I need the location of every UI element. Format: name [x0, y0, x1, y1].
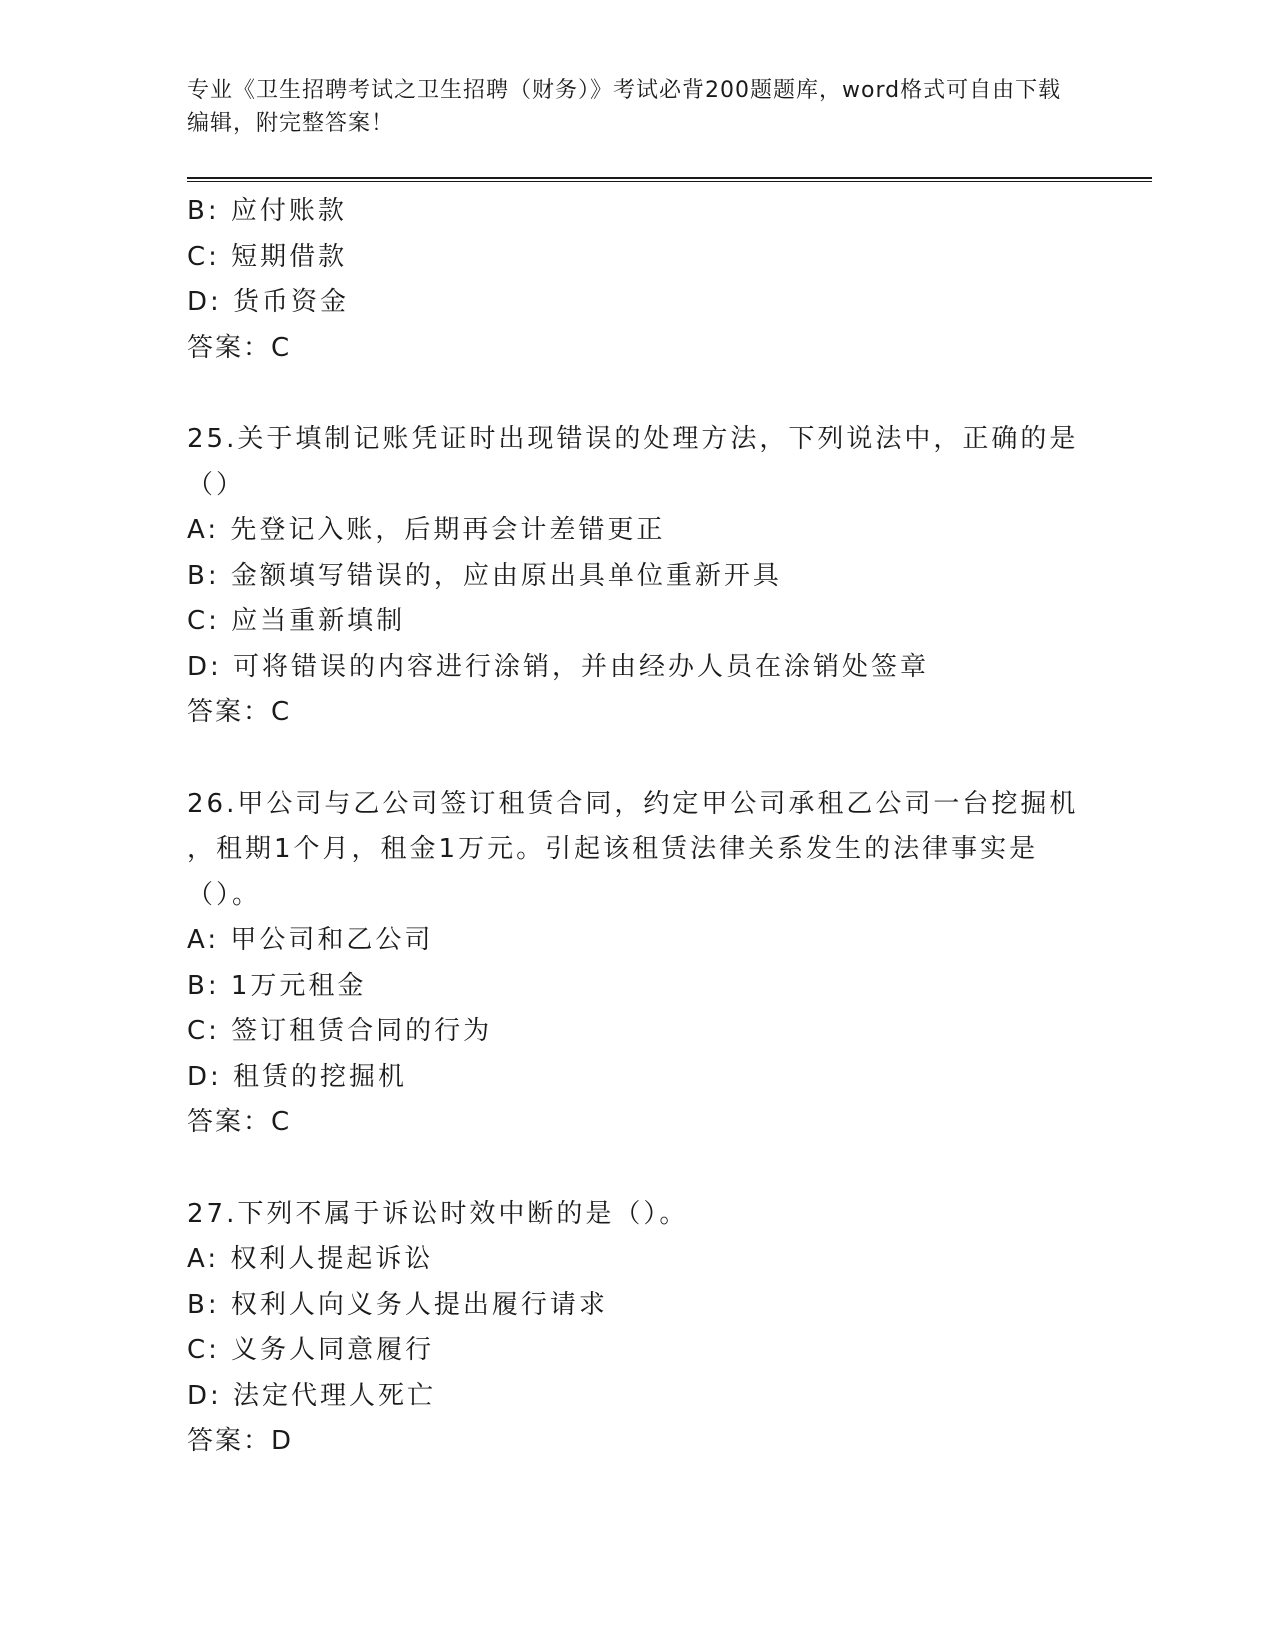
question-text-line: ，租期1个月，租金1万元。引起该租赁法律关系发生的法律事实是 [187, 834, 1039, 864]
header-rule-thin [187, 181, 1152, 182]
question-text-line: 25.关于填制记账凭证时出现错误的处理方法，下列说法中，正确的是 [187, 424, 1079, 454]
answer-line: 答案：C [187, 697, 292, 727]
answer-line: 答案：D [187, 1426, 294, 1456]
option-a: A: 先登记入账，后期再会计差错更正 [187, 515, 666, 545]
document-header: 专业《卫生招聘考试之卫生招聘（财务）》考试必背200题题库，word格式可自由下载编辑，附完整答案！ [187, 78, 1062, 136]
question-text-line: 27.下列不属于诉讼时效中断的是（）。 [187, 1198, 689, 1229]
header-rule-thick [187, 177, 1152, 179]
option-c: C: 短期借款 [187, 241, 348, 272]
question-text-line: （）。 [187, 879, 262, 910]
option-b: B: 1万元租金 [187, 970, 367, 1001]
option-d: D: 货币资金 [187, 287, 350, 317]
question-fragment [187, 189, 1087, 371]
option-a: A: 甲公司和乙公司 [187, 925, 434, 955]
option-c: C: 应当重新填制 [187, 606, 406, 636]
question-text-line: 26.甲公司与乙公司签订租赁合同，约定甲公司承租乙公司一台挖掘机 [187, 788, 1079, 819]
option-c: C: 义务人同意履行 [187, 1335, 435, 1365]
question-26 [187, 782, 1087, 1146]
option-b: B: 金额填写错误的，应由原出具单位重新开具 [187, 560, 782, 591]
option-d: D: 法定代理人死亡 [187, 1380, 437, 1411]
question-27 [187, 1192, 1087, 1465]
option-a: A: 权利人提起诉讼 [187, 1244, 434, 1274]
answer-line: 答案：C [187, 332, 292, 363]
option-b: B: 应付账款 [187, 196, 347, 226]
answer-line: 答案：C [187, 1107, 292, 1137]
document-body [187, 189, 1087, 1465]
option-b: B: 权利人向义务人提出履行请求 [187, 1289, 608, 1320]
question-text-line: （） [187, 469, 246, 500]
question-25 [187, 417, 1087, 736]
option-d: D: 可将错误的内容进行涂销，并由经办人员在涂销处签章 [187, 651, 930, 682]
option-d: D: 租赁的挖掘机 [187, 1061, 408, 1092]
option-c: C: 签订租赁合同的行为 [187, 1016, 493, 1046]
